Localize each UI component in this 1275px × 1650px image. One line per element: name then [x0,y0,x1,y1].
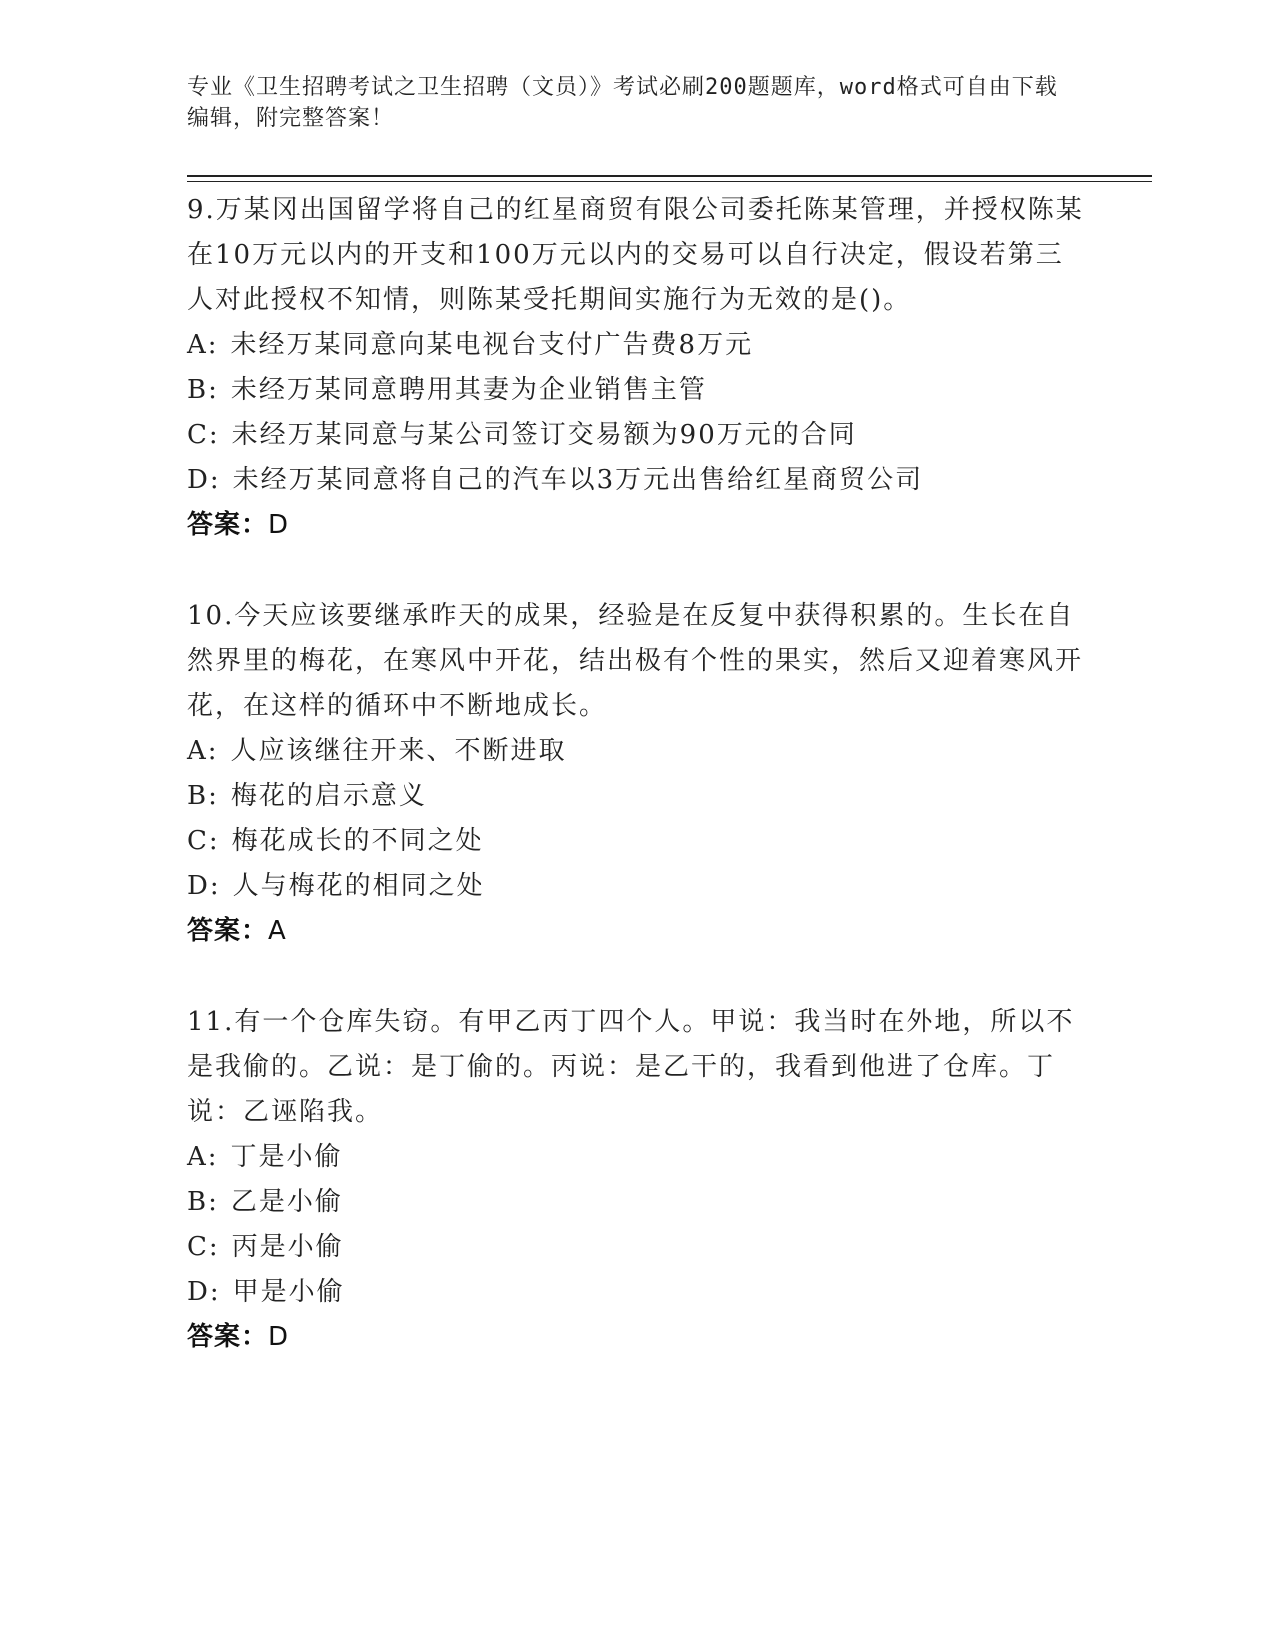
option-key: A: [187,736,219,766]
option-key: C: [187,420,220,450]
option-key: C: [187,826,220,856]
option-text: 未经万某同意向某电视台支付广告费8万元 [230,330,754,360]
question-stem: 9.万某冈出国留学将自己的红星商贸有限公司委托陈某管理，并授权陈某在10万元以内的开支和100万元以内的交易可以自行决定，假设若第三人对此授权不知情，则陈某受托期间实施行为无效的是()。 [187,195,1084,315]
option-text: 丙是小偷 [231,1232,344,1262]
option-text: 未经万某同意将自己的汽车以3万元出售给红星商贸公司 [232,465,924,495]
option-key: B: [187,1187,219,1217]
option-key: B: [187,781,219,811]
option-d [187,458,1087,503]
option-d [187,1270,1087,1315]
header-divider-thick [187,175,1152,177]
option-b [187,368,1087,413]
option-key: B: [187,375,219,405]
option-text: 乙是小偷 [230,1187,343,1217]
answer-line [187,909,1087,954]
answer-line [187,503,1087,548]
option-text: 人与梅花的相同之处 [232,871,485,901]
option-text: 人应该继往开来、不断进取 [230,736,567,766]
question-stem: 11.有一个仓库失窃。有甲乙丙丁四个人。甲说：我当时在外地，所以不是我偷的。乙说：是丁偷的。丙说：是乙干的，我看到他进了仓库。丁说：乙诬陷我。 [187,1007,1075,1127]
answer-label: 答案： [187,1322,269,1352]
option-text: 未经万某同意与某公司签订交易额为90万元的合同 [231,420,857,450]
option-a [187,1135,1087,1180]
answer-line [187,1315,1087,1360]
option-a [187,729,1087,774]
option-text: 甲是小偷 [232,1277,345,1307]
answer-value: D [268,1322,290,1352]
question-10 [187,594,1087,954]
document-header: 专业《卫生招聘考试之卫生招聘（文员）》考试必刷200题题库，word格式可自由下载编辑，附完整答案！ [187,75,1058,131]
option-b [187,774,1087,819]
answer-label: 答案： [187,916,269,946]
option-a [187,323,1087,368]
option-key: D: [187,1277,221,1307]
header-divider-thin [187,181,1152,182]
question-list [187,188,1087,1406]
option-c [187,413,1087,458]
option-key: D: [187,465,221,495]
option-key: A: [187,330,219,360]
option-text: 丁是小偷 [230,1142,343,1172]
option-d [187,864,1087,909]
option-text: 梅花的启示意义 [230,781,427,811]
option-key: A: [187,1142,219,1172]
answer-label: 答案： [187,510,269,540]
question-stem: 10.今天应该要继承昨天的成果，经验是在反复中获得积累的。生长在自然界里的梅花，在寒风中开花，结出极有个性的果实，然后又迎着寒风开花，在这样的循环中不断地成长。 [187,601,1084,721]
question-11 [187,1000,1087,1360]
answer-value: A [268,916,287,946]
option-text: 未经万某同意聘用其妻为企业销售主管 [230,375,707,405]
option-b [187,1180,1087,1225]
question-9 [187,188,1087,548]
option-c [187,1225,1087,1270]
option-c [187,819,1087,864]
answer-value: D [268,510,290,540]
option-key: D: [187,871,221,901]
option-key: C: [187,1232,220,1262]
option-text: 梅花成长的不同之处 [231,826,484,856]
